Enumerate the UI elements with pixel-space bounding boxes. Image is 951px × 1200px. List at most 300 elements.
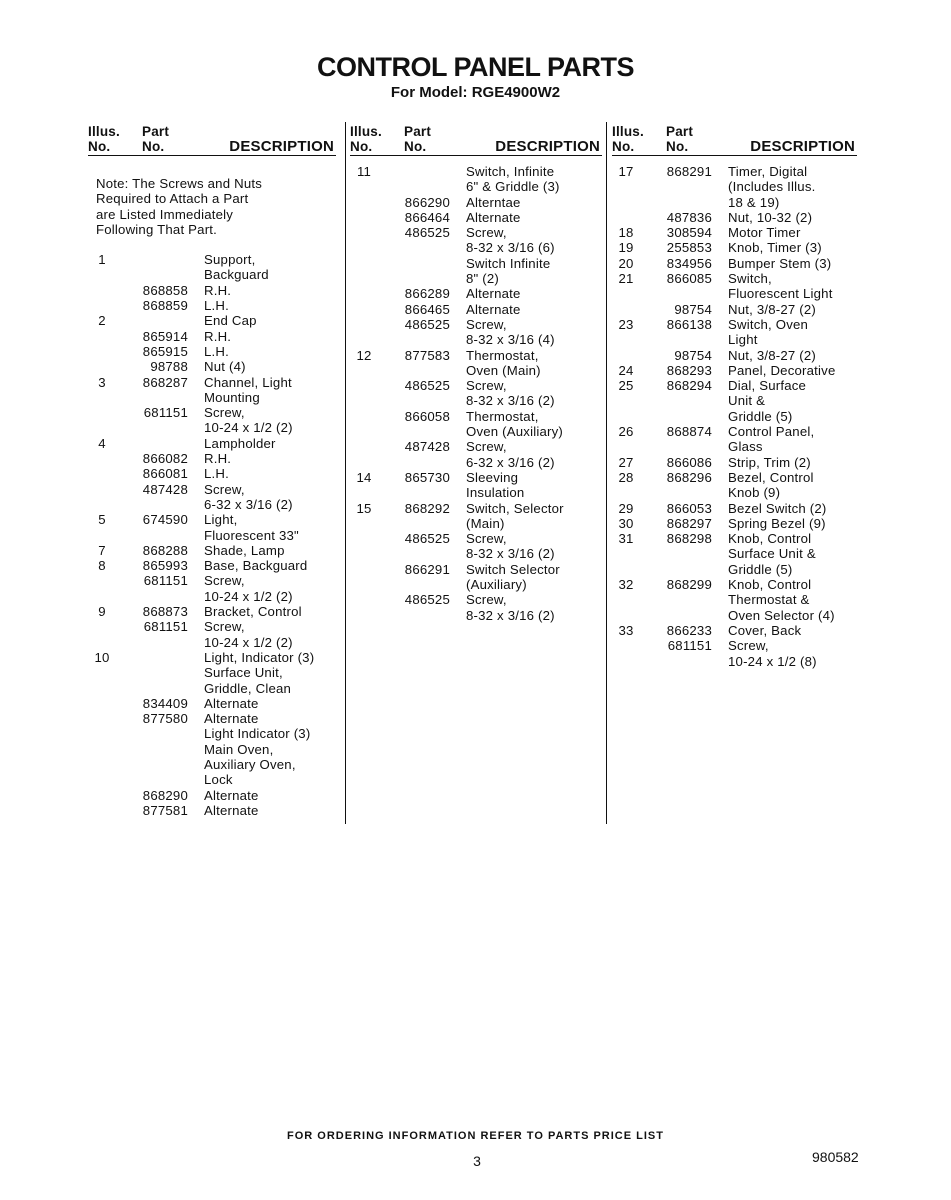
parts-list <box>350 164 602 623</box>
description-line: Bezel Switch (2) <box>728 500 827 516</box>
description-line: Screw, <box>466 592 507 608</box>
parts-row <box>88 298 336 313</box>
illus-number: 19 <box>618 240 634 256</box>
description-line: Knob (9) <box>728 485 781 501</box>
part-number: 868858 <box>142 282 188 298</box>
parts-row <box>612 378 857 424</box>
part-number: 868299 <box>666 577 712 593</box>
illus-number: 28 <box>618 469 634 485</box>
description-line: Light Indicator (3) <box>204 726 311 742</box>
parts-row <box>88 711 336 787</box>
parts-row <box>350 302 602 317</box>
illus-number: 33 <box>618 622 634 638</box>
parts-row <box>612 501 857 516</box>
parts-row <box>612 271 857 302</box>
description-line: End Cap <box>204 313 257 329</box>
parts-row <box>88 573 336 604</box>
parts-row <box>350 501 602 532</box>
description-line: Light, <box>204 512 238 528</box>
description-line: Screw, <box>466 378 507 394</box>
part-number: 866138 <box>666 316 712 332</box>
part-number: 868296 <box>666 469 712 485</box>
description-line: (Main) <box>466 515 505 531</box>
description-line: 6-32 x 3/16 (2) <box>204 496 293 512</box>
part-number: 486525 <box>404 378 450 394</box>
part-number: 877581 <box>142 802 188 818</box>
parts-row <box>612 302 857 317</box>
parts-row <box>88 313 336 328</box>
parts-row <box>350 286 602 301</box>
parts-column-2 <box>350 122 602 623</box>
description-line: Alternate <box>204 695 259 711</box>
description-line: Lock <box>204 772 233 788</box>
column-header <box>350 122 602 156</box>
illus-number: 23 <box>618 316 634 332</box>
illus-number: 32 <box>618 577 634 593</box>
part-number: 255853 <box>666 240 712 256</box>
illus-number: 8 <box>98 558 106 574</box>
parts-column-1 <box>88 122 336 818</box>
description-line: Screw, <box>466 439 507 455</box>
part-description <box>204 359 336 374</box>
description-line: Nut, 10-32 (2) <box>728 209 813 225</box>
description-line: Nut (4) <box>204 359 246 375</box>
part-description <box>204 313 336 328</box>
description-line: Spring Bezel (9) <box>728 515 826 531</box>
part-number: 865993 <box>142 558 188 574</box>
parts-row <box>612 240 857 255</box>
parts-row <box>88 252 336 283</box>
description-line: Oven (Main) <box>466 362 541 378</box>
part-description <box>728 531 857 577</box>
illus-number: 5 <box>98 512 106 528</box>
part-description <box>466 348 602 379</box>
parts-row <box>612 531 857 577</box>
description-header: DESCRIPTION <box>750 137 855 155</box>
description-line: Unit & <box>728 393 766 409</box>
description-header: DESCRIPTION <box>229 137 334 155</box>
part-description <box>204 803 336 818</box>
parts-list <box>612 164 857 669</box>
model-subtitle: For Model: RGE4900W2 <box>390 84 561 101</box>
parts-row <box>88 344 336 359</box>
part-number: 681151 <box>143 405 188 421</box>
parts-row <box>612 225 857 240</box>
part-number: 98754 <box>674 347 712 363</box>
part-number: 868294 <box>666 378 712 394</box>
part-description <box>466 210 602 225</box>
part-description <box>204 512 336 543</box>
illus-number: 24 <box>618 362 634 378</box>
part-number: 868873 <box>142 604 188 620</box>
part-description <box>466 562 602 593</box>
part-number: 866082 <box>142 451 188 467</box>
description-line: R.H. <box>204 282 232 298</box>
parts-list <box>88 252 336 818</box>
part-description <box>728 302 857 317</box>
part-description <box>728 271 857 302</box>
description-line: Griddle (5) <box>728 408 793 424</box>
parts-row <box>612 164 857 210</box>
description-line: Screw, <box>466 316 507 332</box>
description-line: 18 & 19) <box>728 194 780 210</box>
description-line: 8-32 x 3/16 (2) <box>466 607 555 623</box>
description-line: Glass <box>728 439 763 455</box>
part-number: 486525 <box>404 531 450 547</box>
part-number: 868292 <box>404 500 450 516</box>
illus-header: Illus. No. <box>88 124 120 154</box>
part-description <box>466 378 602 409</box>
description-line: 10-24 x 1/2 (2) <box>204 634 293 650</box>
parts-row <box>350 195 602 210</box>
description-line: Channel, Light <box>204 374 292 390</box>
parts-row <box>350 348 602 379</box>
illus-number: 27 <box>618 454 634 470</box>
description-line: Switch Infinite <box>466 255 551 271</box>
description-line: 8-32 x 3/16 (2) <box>466 393 555 409</box>
part-description <box>466 470 602 501</box>
part-description <box>466 439 602 470</box>
part-description <box>204 283 336 298</box>
description-line: Fluorescent 33" <box>204 527 299 543</box>
parts-row <box>350 470 602 501</box>
part-description <box>466 531 602 562</box>
parts-row <box>88 405 336 436</box>
description-line: Switch, Infinite <box>466 164 555 179</box>
part-description <box>466 195 602 210</box>
parts-row <box>88 482 336 513</box>
description-line: 8-32 x 3/16 (2) <box>466 546 555 562</box>
part-description <box>728 638 857 669</box>
part-description <box>204 558 336 573</box>
part-description <box>728 164 857 210</box>
part-number: 865730 <box>404 469 450 485</box>
ordering-footer: FOR ORDERING INFORMATION REFER TO PARTS PRICE LIST <box>287 1130 664 1142</box>
part-number: 866053 <box>666 500 712 516</box>
parts-row <box>350 378 602 409</box>
illus-header: Illus. No. <box>350 124 382 154</box>
parts-row <box>612 638 857 669</box>
part-description <box>728 317 857 348</box>
part-number: 487836 <box>666 209 712 225</box>
part-number: 868859 <box>142 298 188 314</box>
part-number: 877580 <box>142 711 188 727</box>
description-line: Panel, Decorative <box>728 362 836 378</box>
description-line: Alternate <box>466 209 521 225</box>
part-description <box>728 577 857 623</box>
part-description <box>204 788 336 803</box>
part-number: 866291 <box>404 561 450 577</box>
description-line: Knob, Control <box>728 531 812 547</box>
parts-row <box>612 455 857 470</box>
illus-number: 20 <box>618 255 634 271</box>
description-line: Switch, <box>728 271 772 287</box>
note-line: are Listed Immediately <box>96 206 234 222</box>
part-number: 674590 <box>142 512 188 528</box>
parts-row <box>612 210 857 225</box>
part-description <box>728 455 857 470</box>
part-description <box>728 363 857 378</box>
description-line: Sleeving <box>466 469 519 485</box>
description-line: (Auxiliary) <box>466 577 527 593</box>
description-line: Bezel, Control <box>728 469 814 485</box>
part-number: 98754 <box>674 301 712 317</box>
illus-number: 4 <box>98 435 106 451</box>
description-line: L.H. <box>204 466 229 482</box>
parts-row <box>88 512 336 543</box>
parts-row <box>350 409 602 440</box>
description-line: Screw, <box>204 405 245 421</box>
description-line: Alternate <box>204 802 259 818</box>
description-line: 8" (2) <box>466 271 499 287</box>
part-number: 868298 <box>666 531 712 547</box>
description-line: Motor Timer <box>728 225 801 241</box>
description-header: DESCRIPTION <box>495 137 600 155</box>
illus-number: 1 <box>98 252 106 268</box>
parts-row <box>88 375 336 406</box>
description-line: Oven (Auxiliary) <box>466 424 563 440</box>
parts-row <box>350 225 602 286</box>
page-title: CONTROL PANEL PARTS <box>316 52 635 82</box>
description-line: Surface Unit, <box>204 665 283 681</box>
part-number: 868291 <box>666 164 712 179</box>
description-line: Light, Indicator (3) <box>204 649 315 665</box>
parts-row <box>350 592 602 623</box>
part-description <box>466 592 602 623</box>
illus-number: 14 <box>356 469 372 485</box>
part-description <box>728 210 857 225</box>
part-description <box>204 375 336 406</box>
description-line: 8-32 x 3/16 (6) <box>466 240 555 256</box>
description-line: Light <box>728 332 758 348</box>
illus-number: 21 <box>618 271 634 287</box>
description-line: 10-24 x 1/2 (2) <box>204 588 293 604</box>
part-description <box>728 470 857 501</box>
parts-row <box>350 317 602 348</box>
description-line: Oven Selector (4) <box>728 607 835 623</box>
part-number: 487428 <box>404 439 450 455</box>
description-line: Screw, <box>204 481 245 497</box>
description-line: Shade, Lamp <box>204 542 285 558</box>
part-number: 866289 <box>404 286 450 302</box>
part-description <box>728 378 857 424</box>
illus-number: 29 <box>618 500 634 516</box>
illus-number: 3 <box>98 374 106 390</box>
part-description <box>204 405 336 436</box>
parts-row <box>88 803 336 818</box>
description-line: Main Oven, <box>204 741 274 757</box>
part-number: 681151 <box>667 638 712 654</box>
parts-row <box>350 439 602 470</box>
description-line: L.H. <box>204 298 229 314</box>
illus-number: 9 <box>98 604 106 620</box>
part-description <box>728 516 857 531</box>
description-line: 6" & Griddle (3) <box>466 179 560 195</box>
parts-row <box>350 210 602 225</box>
parts-row <box>612 577 857 623</box>
part-description <box>728 623 857 638</box>
parts-row <box>612 363 857 378</box>
part-number: 487428 <box>142 481 188 497</box>
parts-column-3 <box>612 122 857 669</box>
part-number: 868874 <box>666 424 712 440</box>
description-line: Knob, Timer (3) <box>728 240 822 256</box>
part-header: Part No. <box>142 124 170 154</box>
part-description <box>204 252 336 283</box>
description-line: Alternate <box>204 787 259 803</box>
parts-row <box>88 436 336 451</box>
part-number: 866085 <box>666 271 712 287</box>
illus-number: 25 <box>618 378 634 394</box>
part-description <box>204 298 336 313</box>
part-number: 834409 <box>142 695 188 711</box>
part-description <box>466 286 602 301</box>
description-line: Insulation <box>466 485 525 501</box>
description-line: Fluorescent Light <box>728 286 833 302</box>
part-number: 308594 <box>666 225 712 241</box>
part-description <box>466 501 602 532</box>
description-line: Lampholder <box>204 435 276 451</box>
part-number: 486525 <box>404 225 450 241</box>
illus-number: 12 <box>356 347 372 363</box>
description-line: Alternate <box>466 286 521 302</box>
parts-row <box>612 516 857 531</box>
description-line: 6-32 x 3/16 (2) <box>466 454 555 470</box>
part-number: 866086 <box>666 454 712 470</box>
illus-number: 7 <box>98 542 106 558</box>
part-description <box>204 696 336 711</box>
description-line: (Includes Illus. <box>728 179 816 195</box>
description-line: Support, <box>204 252 256 268</box>
description-line: Screw, <box>728 638 769 654</box>
parts-row <box>88 650 336 696</box>
part-description <box>204 329 336 344</box>
parts-row <box>88 329 336 344</box>
part-description <box>728 256 857 271</box>
note-line: Following That Part. <box>96 221 218 237</box>
part-header: Part No. <box>404 124 432 154</box>
part-description <box>466 225 602 286</box>
parts-row <box>88 788 336 803</box>
part-description <box>728 225 857 240</box>
parts-row <box>612 348 857 363</box>
description-line: Nut, 3/8-27 (2) <box>728 347 817 363</box>
part-description <box>466 317 602 348</box>
part-description <box>466 409 602 440</box>
part-number: 866058 <box>404 408 450 424</box>
description-line: Screw, <box>466 225 507 241</box>
description-line: Alternate <box>204 711 259 727</box>
description-line: Screw, <box>466 531 507 547</box>
parts-row <box>350 562 602 593</box>
part-description <box>728 501 857 516</box>
part-description <box>204 451 336 466</box>
part-number: 866290 <box>404 194 450 210</box>
part-number: 865914 <box>142 328 188 344</box>
column-divider <box>345 122 346 824</box>
part-description <box>204 573 336 604</box>
description-line: R.H. <box>204 451 232 467</box>
description-line: Strip, Trim (2) <box>728 454 811 470</box>
note-line: Note: The Screws and Nuts <box>96 176 263 191</box>
illus-number: 11 <box>356 164 372 179</box>
description-line: 10-24 x 1/2 (8) <box>728 653 817 669</box>
parts-row <box>88 696 336 711</box>
part-description <box>204 482 336 513</box>
part-description <box>204 619 336 650</box>
parts-row <box>350 164 602 195</box>
description-line: L.H. <box>204 343 229 359</box>
description-line: Bracket, Control <box>204 604 302 620</box>
part-description <box>204 466 336 481</box>
description-line: Surface Unit & <box>728 546 816 562</box>
parts-row <box>88 283 336 298</box>
illus-number: 2 <box>98 313 106 329</box>
parts-row <box>88 466 336 481</box>
column-header <box>612 122 857 156</box>
part-number: 98788 <box>150 359 188 375</box>
description-line: Base, Backguard <box>204 558 308 574</box>
part-number: 834956 <box>666 255 712 271</box>
description-line: Backguard <box>204 267 269 283</box>
description-line: Dial, Surface <box>728 378 807 394</box>
illus-number: 17 <box>618 164 634 179</box>
description-line: Griddle (5) <box>728 561 793 577</box>
part-description <box>204 711 336 787</box>
illus-number: 30 <box>618 515 634 531</box>
illus-number: 15 <box>356 500 372 516</box>
illus-number: 18 <box>618 225 634 241</box>
part-number: 865915 <box>142 343 188 359</box>
description-line: Bumper Stem (3) <box>728 255 832 271</box>
illus-number: 26 <box>618 424 634 440</box>
illus-number: 31 <box>618 531 634 547</box>
description-line: Timer, Digital <box>728 164 808 179</box>
column-header <box>88 122 336 156</box>
parts-row <box>612 470 857 501</box>
note-line: Required to Attach a Part <box>96 191 249 207</box>
description-line: Screw, <box>204 573 245 589</box>
part-header: Part No. <box>666 124 694 154</box>
illus-number: 10 <box>94 649 110 665</box>
description-line: Knob, Control <box>728 577 812 593</box>
part-number: 866233 <box>666 622 712 638</box>
description-line: Auxiliary Oven, <box>204 756 296 772</box>
part-description <box>204 650 336 696</box>
parts-row <box>88 604 336 619</box>
part-description <box>204 344 336 359</box>
part-number: 681151 <box>143 573 188 589</box>
part-description <box>728 348 857 363</box>
page-number: 3 <box>473 1153 481 1169</box>
part-number: 868287 <box>142 374 188 390</box>
description-line: Switch Selector <box>466 561 560 577</box>
description-line: Nut, 3/8-27 (2) <box>728 301 817 317</box>
parts-row <box>88 558 336 573</box>
part-number: 868290 <box>142 787 188 803</box>
parts-row <box>350 531 602 562</box>
part-number: 868288 <box>142 542 188 558</box>
parts-row <box>612 256 857 271</box>
description-line: Control Panel, <box>728 424 815 440</box>
part-number: 868293 <box>666 362 712 378</box>
part-number: 486525 <box>404 316 450 332</box>
description-line: 8-32 x 3/16 (4) <box>466 332 555 348</box>
description-line: Alterntae <box>466 194 521 210</box>
part-number: 866081 <box>142 466 188 482</box>
parts-row <box>88 451 336 466</box>
illus-header: Illus. No. <box>612 124 644 154</box>
